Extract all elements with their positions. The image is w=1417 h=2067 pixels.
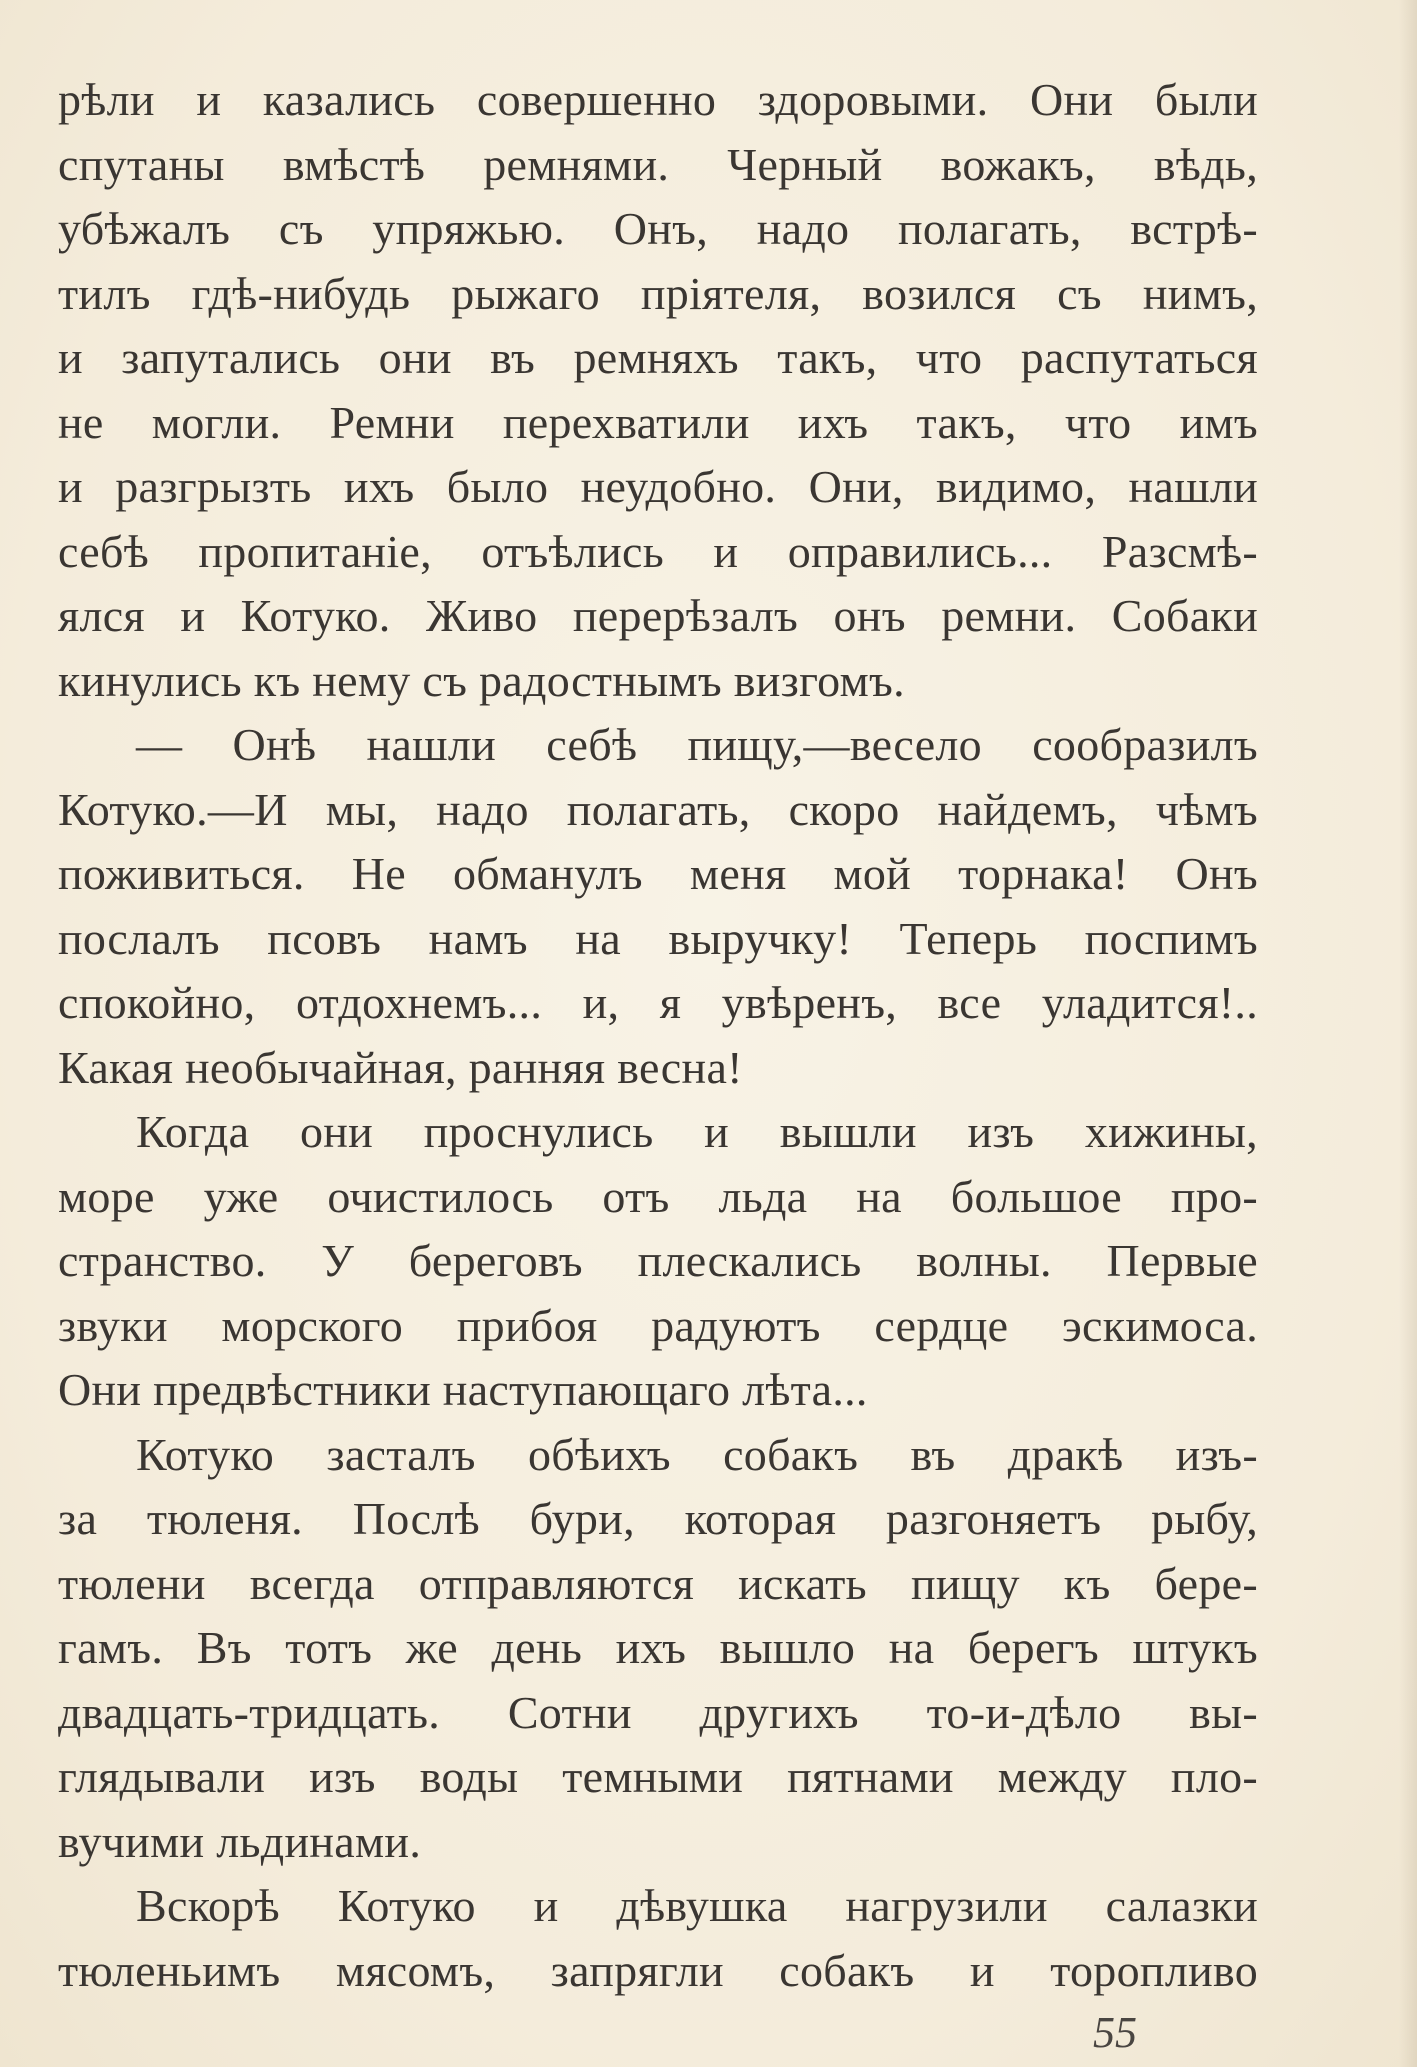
text-line: убѣжалъ съ упряжью. Онъ, надо полагать, встрѣ- xyxy=(58,203,1258,254)
text-line: Они предвѣстники наступающаго лѣта... xyxy=(58,1364,868,1415)
text-line: Котуко.—И мы, надо полагать, скоро найдемъ, чѣмъ xyxy=(58,783,1258,835)
text-line: Когда они проснулись и вышли изъ хижины, xyxy=(136,1106,1258,1157)
text-line: кинулись къ нему съ радостнымъ визгомъ. xyxy=(58,654,905,706)
text-line: вучими льдинами. xyxy=(58,1815,422,1867)
text-line: тилъ гдѣ-нибудь рыжаго пріятеля, возился съ нимъ, xyxy=(58,267,1258,319)
text-line: ялся и Котуко. Живо перерѣзалъ онъ ремни. Собаки xyxy=(58,590,1258,641)
page-text xyxy=(58,68,1258,2003)
text-line: море уже очистилось отъ льда на большое про- xyxy=(58,1170,1258,1222)
text-line: спокойно, отдохнемъ... и, я увѣренъ, все уладится!.. xyxy=(58,977,1258,1028)
text-line: глядывали изъ воды темными пятнами между пло- xyxy=(58,1751,1258,1802)
text-line: за тюленя. Послѣ бури, которая разгоняетъ рыбу, xyxy=(58,1493,1258,1544)
text-line: послалъ псовъ намъ на выручку! Теперь поспимъ xyxy=(58,912,1258,964)
text-line: рѣли и казались совершенно здоровыми. Они были xyxy=(58,74,1258,125)
text-line: — Онѣ нашли себѣ пищу,—весело сообразилъ xyxy=(136,719,1258,770)
text-line: и разгрызть ихъ было неудобно. Они, видимо, нашли xyxy=(58,461,1258,512)
text-line: не могли. Ремни перехватили ихъ такъ, что имъ xyxy=(58,396,1258,448)
text-line: тюленьимъ мясомъ, запрягли собакъ и торопливо xyxy=(58,1944,1258,1996)
page-edge-shadow xyxy=(1399,0,1417,2067)
text-line: Вскорѣ Котуко и дѣвушка нагрузили салазки xyxy=(136,1880,1258,1931)
text-line: и запутались они въ ремняхъ такъ, что распутаться xyxy=(58,332,1258,383)
text-line: Какая необычайная, ранняя весна! xyxy=(58,1041,743,1093)
text-line: звуки морского прибоя радуютъ сердце эскимоса. xyxy=(58,1299,1258,1351)
text-line: спутаны вмѣстѣ ремнями. Черный вожакъ, вѣдь, xyxy=(58,138,1258,190)
text-line: себѣ пропитаніе, отъѣлись и оправились... Разсмѣ- xyxy=(58,525,1258,577)
page-number: 55 xyxy=(1093,2008,1137,2057)
text-line: поживиться. Не обманулъ меня мой торнака! Онъ xyxy=(58,848,1258,899)
text-line: Котуко засталъ обѣихъ собакъ въ дракѣ изъ- xyxy=(136,1428,1258,1480)
text-line: странство. У береговъ плескались волны. Первые xyxy=(58,1235,1258,1286)
text-line: двадцать-тридцать. Сотни другихъ то-и-дѣло вы- xyxy=(58,1686,1258,1738)
text-line: тюлени всегда отправляются искать пищу къ бере- xyxy=(58,1557,1258,1609)
text-line: гамъ. Въ тотъ же день ихъ вышло на берегъ штукъ xyxy=(58,1622,1258,1673)
